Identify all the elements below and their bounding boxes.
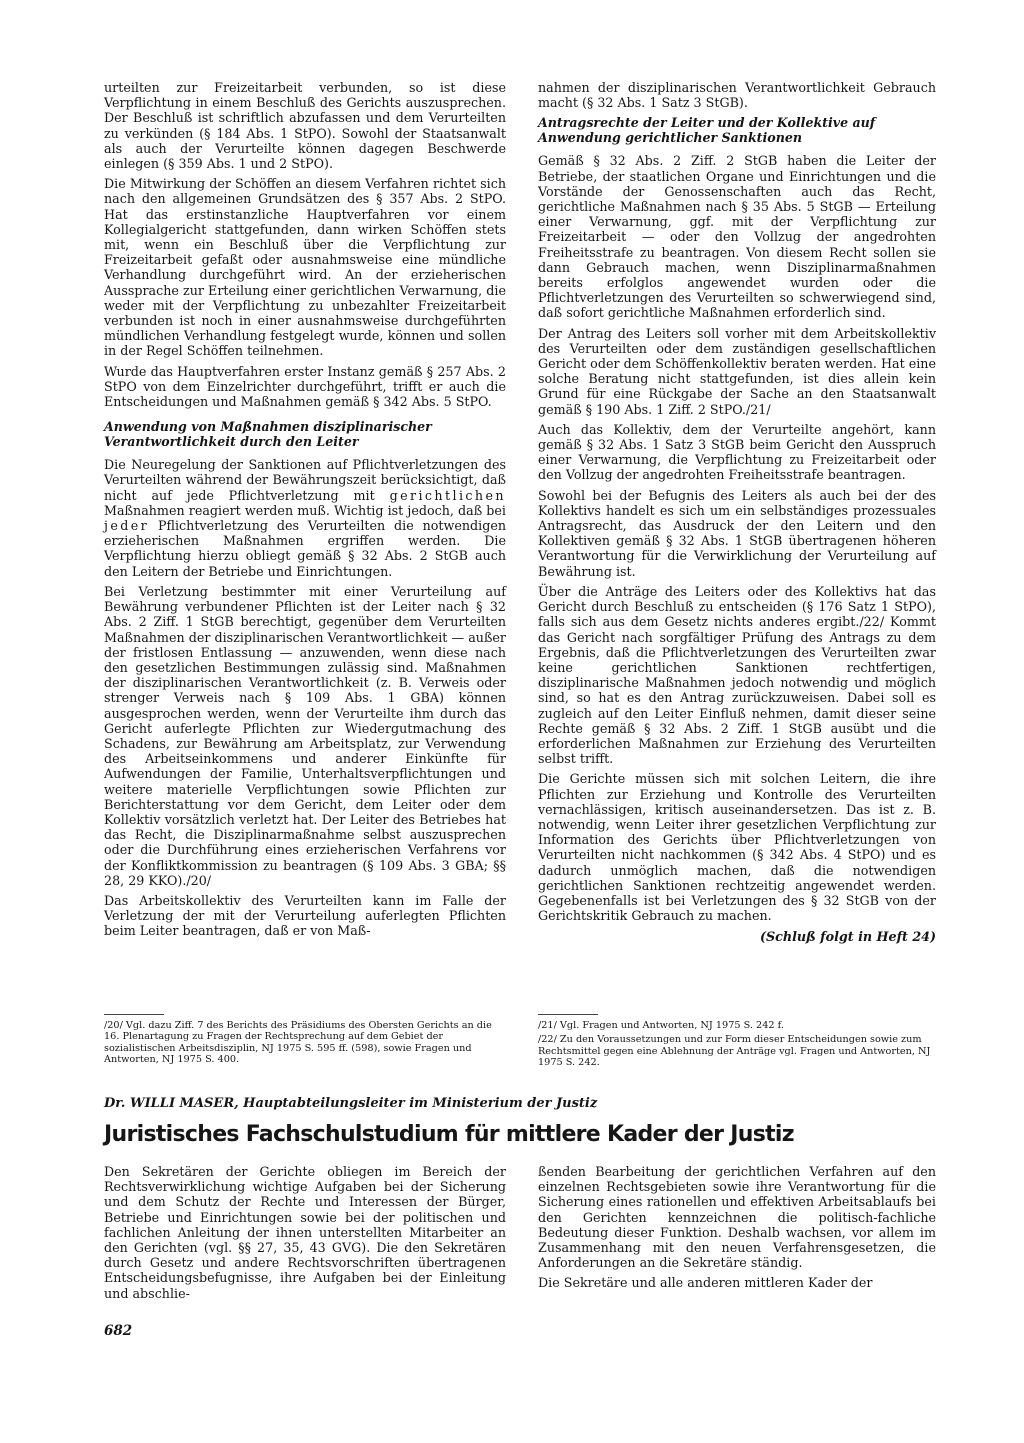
article-left-column xyxy=(104,1164,506,1306)
continuation-note: (Schluß folgt in Heft 24) xyxy=(759,929,936,945)
page-number: 682 xyxy=(104,1323,133,1339)
footnotes-left xyxy=(104,1020,506,1071)
paragraph: ßenden Bearbeitung der gerichtlichen Verfahren auf den einzelnen Rechtsgebieten sowie ihre Verantwortung für die Sicherung eines rationellen und effektiven Arbeitsablaufs bei den Gerichten kennzeichnen die politisch-fachliche Bedeutung dieser Funktion. Deshalb wachsen, vor allem im Zusammenhang mit den neuen Verfahrensgesetzen, die Anforderungen an die Sekretäre ständig. xyxy=(538,1164,936,1271)
paragraph: Gemäß § 32 Abs. 2 Ziff. 2 StGB haben die Leiter der Betriebe, der staatlichen Organe und Einrichtungen und die Vorstände der Genossenschaften auch das Recht, gerichtliche Maßnahmen nach § 35 Abs. 5 StGB — Erteilung einer Verwarnung, ggf. mit der Verpflichtung zur Freizeitarbeit — oder den Vollzug der angedrohten Freiheitsstrafe zu beantragen. Von diesem Recht sollen sie dann Gebrauch machen, wenn Disziplinarmaßnahmen bereits erfolglos angewendet wurden oder die Pflichtverletzungen des Verurteilten so schwerwiegend sind, daß sofort gerichtliche Maßnahmen erforderlich sind. xyxy=(538,153,936,321)
section-heading: Anwendung von Maßnahmen disziplinarischer Verantwortlichkeit durch den Leiter xyxy=(104,419,432,450)
text-run: Die Neuregelung der Sanktionen auf Pflichtverletzungen des Verurteilten während der Bewährungszeit berücksichtigt, daß nicht auf jede Pflichtverletzung mit xyxy=(104,457,506,503)
article-title: Juristisches Fachschulstudium für mittlere Kader der Justiz xyxy=(104,1122,794,1147)
top-left-column xyxy=(104,80,506,944)
footnote-20: /20/ Vgl. dazu Ziff. 7 des Berichts des Präsidiums des Obersten Gerichts an die 16. Plenartagung zu Fragen der Rechtsprechung auf dem Gebiet der sozialistischen Arbeitsdisziplin, NJ 1975 S. 595 ff. (598), sowie Fragen und Antworten, NJ 1975 S. 400. xyxy=(104,1020,492,1066)
footnote-rule xyxy=(538,1014,598,1015)
article-author: Dr. WILLI MASER, Hauptabteilungsleiter im Ministerium der Justiz xyxy=(104,1096,598,1111)
paragraph: Wurde das Hauptverfahren erster Instanz gemäß § 257 Abs. 2 StPO von dem Einzelrichter durchgeführt, trifft er auch die Entscheidungen und Maßnahmen gemäß § 342 Abs. 5 StPO. xyxy=(104,363,506,410)
footnote-rule xyxy=(104,1014,164,1015)
spaced-emphasis: jeder xyxy=(104,518,150,534)
paragraph: urteilten zur Freizeitarbeit verbunden, so ist diese Verpflichtung in einem Beschluß des Gerichts auszusprechen. Der Beschluß ist schriftlich abzufassen und dem Verurteilten zu verkünden (§ 184 Abs. 1 StPO). Sowohl der Staatsanwalt als auch der Verurteilte können dagegen Beschwerde einlegen (§ 359 Abs. 1 und 2 StPO). xyxy=(104,80,506,172)
top-right-column xyxy=(538,80,936,945)
section-heading: Antragsrechte der Leiter und der Kollektive auf Anwendung gerichtlicher Sanktionen xyxy=(538,115,876,146)
footnote-21: /21/ Vgl. Fragen und Antworten, NJ 1975 S. 242 f. xyxy=(538,1020,784,1031)
footnotes-right xyxy=(538,1020,936,1074)
paragraph: Die Gerichte müssen sich mit solchen Leitern, die ihre Pflichten zur Erziehung und Kontrolle des Verurteilten vernachlässigen, kritisch auseinandersetzen. Das ist z. B. notwendig, wenn Leiter ihrer gesetzlichen Verpflichtung zur Information des Gerichts über Pflichtverletzungen von Verurteilten nicht nachkommen (§ 342 Abs. 4 StPO) und es dadurch unmöglich machen, daß die notwendigen gerichtlichen Sanktionen rechtzeitig angewendet werden. Gegebenenfalls ist bei Verletzungen des § 32 StGB von der Gerichtskritik Gebrauch zu machen. xyxy=(538,771,936,924)
paragraph: Über die Anträge des Leiters oder des Kollektivs hat das Gericht durch Beschluß zu entscheiden (§ 176 Satz 1 StPO), falls sich aus dem Gesetz nichts anderes ergibt./22/ Kommt das Gericht nach sorgfältiger Prüfung des Antrags zu dem Ergebnis, daß die Pflichtverletzungen des Verurteilten zwar keine gerichtlichen Sanktionen rechtfertigen, disziplinarische Maßnahmen jedoch notwendig und möglich sind, so hat es den Antrag zurückzuweisen. Dabei soll es zugleich auf den Leiter Einfluß nehmen, damit dieser seine Rechte gemäß § 32 Abs. 2 Ziff. 1 StGB ausübt und die erforderlichen Maßnahmen zur Erziehung des Verurteilten selbst trifft. xyxy=(538,583,936,767)
paragraph: Auch das Kollektiv, dem der Verurteilte angehört, kann gemäß § 32 Abs. 1 Satz 3 StGB beim Gericht den Ausspruch einer Verwarnung, die Verpflichtung zu Freizeitarbeit oder den Vollzug der angedrohten Freiheitsstrafe beantragen. xyxy=(538,421,936,483)
paragraph xyxy=(104,457,506,579)
paragraph: Der Antrag des Leiters soll vorher mit dem Arbeitskollektiv des Verurteilten oder dem zuständigen gesellschaftlichen Gericht oder dem Schöffenkollektiv beraten werden. Hat eine solche Beratung nicht stattgefunden, ist dies allein kein Grund für eine Rückgabe der Sache an den Staatsanwalt gemäß § 190 Abs. 1 Ziff. 2 StPO./21/ xyxy=(538,325,936,417)
paragraph: Den Sekretären der Gerichte obliegen im Bereich der Rechtsverwirklichung wichtige Aufgaben bei der Sicherung und dem Schutz der Rechte und Interessen der Bürger, Betriebe und Einrichtungen sowie bei der politischen und fachlichen Anleitung der ihnen unterstellten Mitarbeiter an den Gerichten (vgl. §§ 27, 35, 43 GVG). Die den Sekretären durch Gesetz und andere Rechtsvorschriften übertragenen Entscheidungsbefugnisse, ihre Aufgaben bei der Einleitung und abschlie- xyxy=(104,1164,506,1301)
spaced-emphasis: gerichtlichen xyxy=(389,487,506,503)
paragraph: Die Mitwirkung der Schöffen an diesem Verfahren richtet sich nach den allgemeinen Grundsätzen des § 357 Abs. 2 StPO. Hat das erstinstanzliche Hauptverfahren vor einem Kollegialgericht stattgefunden, dann wirken Schöffen stets mit, wenn ein Beschluß über die Verpflichtung zur Freizeitarbeit gefaßt oder ausnahmsweise eine mündliche Verhandlung durchgeführt wird. An der erzieherischen Aussprache zur Erteilung einer gerichtlichen Verwarnung, die weder mit der Verpflichtung zu unbezahlter Freizeitarbeit verbunden ist noch in einer ausnahmsweise durchgeführten mündlichen Verhandlung festgelegt wurde, können und sollen in der Regel Schöffen teilnehmen. xyxy=(104,176,506,359)
paragraph: nahmen der disziplinarischen Verantwortlichkeit Gebrauch macht (§ 32 Abs. 1 Satz 3 StGB). xyxy=(538,80,936,111)
paragraph: Das Arbeitskollektiv des Verurteilten kann im Falle der Verletzung der mit der Verurteilung auferlegten Pflichten beim Leiter beantragen, daß er von Maß- xyxy=(104,892,506,939)
paragraph: Die Sekretäre und alle anderen mittleren Kader der xyxy=(538,1275,873,1291)
text-run: Pflichtverletzung des Verurteilten die notwendigen erzieherischen Maßnahmen ergriffen werden. Die Verpflichtung hierzu obliegt gemäß § 32 Abs. 2 StGB auch den Leitern der Betriebe und Einrichtungen. xyxy=(104,518,506,579)
paragraph: Sowohl bei der Befugnis des Leiters als auch bei der des Kollektivs handelt es sich um ein selbständiges prozessuales Antragsrecht, das Ausdruck der den Leitern und den Kollektiven gemäß § 32 Abs. 1 StGB übertragenen höheren Verantwortung für die Verwirklichung der Verurteilung auf Bewährung ist. xyxy=(538,487,936,579)
footnote-22: /22/ Zu den Voraussetzungen und zur Form dieser Entscheidungen sowie zum Rechtsmittel gegen eine Ablehnung der Anträge vgl. Fragen und Antworten, NJ 1975 S. 242. xyxy=(538,1034,931,1069)
article-right-column xyxy=(538,1164,936,1296)
text-run: Maßnahmen reagiert werden muß. Wichtig ist jedoch, daß bei xyxy=(104,502,506,518)
paragraph: Bei Verletzung bestimmter mit einer Verurteilung auf Bewährung verbundener Pflichten ist der Leiter nach § 32 Abs. 2 Ziff. 1 StGB berechtigt, gegenüber dem Verurteilten Maßnahmen der disziplinarischen Verantwortlichkeit — außer der fristlosen Entlassung — anzuwenden, wenn diese nach den gesetzlichen Bestimmungen zulässig sind. Maßnahmen der disziplinarischen Verantwortlichkeit (z. B. Verweis oder strenger Verweis nach § 109 Abs. 1 GBA) können ausgesprochen werden, wenn der Verurteilte ihm durch das Gericht auferlegte Pflichten zur Wiedergutmachung des Schadens, zur Bewährung am Arbeitsplatz, zur Verwendung des Arbeitseinkommens und anderer Einkünfte für Aufwendungen der Familie, Unterhaltsverpflichtungen und weitere materielle Verpflichtungen sowie Pflichten zur Berichterstattung vor dem Gericht, dem Leiter oder dem Kollektiv vorsätzlich verletzt hat. Der Leiter des Betriebes hat das Recht, die Disziplinarmaßnahme selbst auszusprechen oder die Durchführung eines erzieherischen Verfahrens vor der Konfliktkommission zu beantragen (§ 109 Abs. 3 GBA; §§ 28, 29 KKO)./20/ xyxy=(104,583,506,888)
